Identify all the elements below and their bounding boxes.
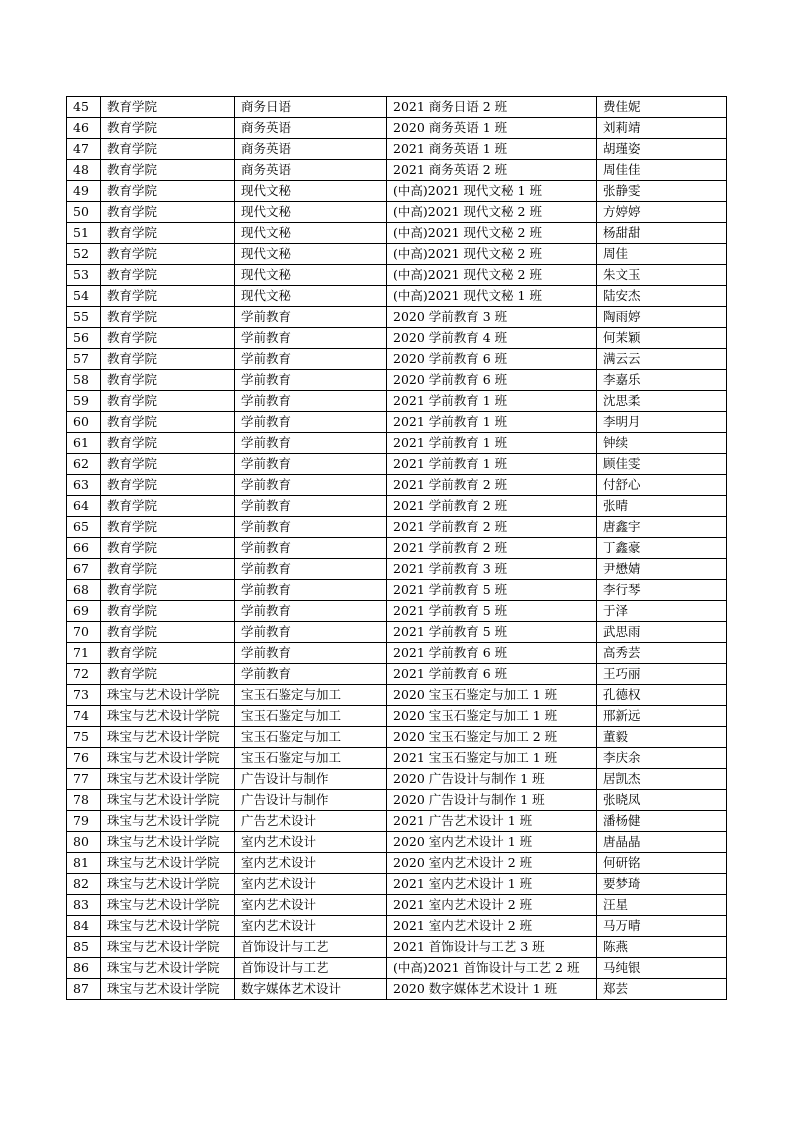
table-row xyxy=(67,706,727,727)
cell-name: 郑芸 xyxy=(597,979,727,1000)
table-row xyxy=(67,601,727,622)
cell-number: 62 xyxy=(67,454,101,475)
cell-class: (中高)2021 现代文秘 1 班 xyxy=(387,286,597,307)
cell-college: 珠宝与艺术设计学院 xyxy=(101,706,235,727)
cell-major: 广告设计与制作 xyxy=(235,790,387,811)
cell-class: 2021 学前教育 1 班 xyxy=(387,412,597,433)
cell-name: 李庆余 xyxy=(597,748,727,769)
table-row xyxy=(67,370,727,391)
cell-number: 54 xyxy=(67,286,101,307)
cell-major: 学前教育 xyxy=(235,328,387,349)
cell-number: 74 xyxy=(67,706,101,727)
cell-college: 珠宝与艺术设计学院 xyxy=(101,979,235,1000)
cell-name: 张静雯 xyxy=(597,181,727,202)
cell-name: 李行琴 xyxy=(597,580,727,601)
table-row xyxy=(67,916,727,937)
table-row xyxy=(67,223,727,244)
cell-class: 2021 学前教育 5 班 xyxy=(387,601,597,622)
cell-major: 学前教育 xyxy=(235,664,387,685)
cell-major: 学前教育 xyxy=(235,391,387,412)
cell-name: 陈燕 xyxy=(597,937,727,958)
cell-number: 77 xyxy=(67,769,101,790)
cell-college: 珠宝与艺术设计学院 xyxy=(101,874,235,895)
cell-number: 79 xyxy=(67,811,101,832)
cell-name: 刘莉靖 xyxy=(597,118,727,139)
cell-name: 李明月 xyxy=(597,412,727,433)
cell-name: 沈思柔 xyxy=(597,391,727,412)
cell-college: 珠宝与艺术设计学院 xyxy=(101,916,235,937)
cell-number: 68 xyxy=(67,580,101,601)
cell-college: 教育学院 xyxy=(101,349,235,370)
cell-number: 67 xyxy=(67,559,101,580)
table-row xyxy=(67,391,727,412)
cell-college: 教育学院 xyxy=(101,538,235,559)
cell-number: 70 xyxy=(67,622,101,643)
cell-name: 马万晴 xyxy=(597,916,727,937)
cell-college: 教育学院 xyxy=(101,664,235,685)
cell-number: 60 xyxy=(67,412,101,433)
cell-class: 2020 广告设计与制作 1 班 xyxy=(387,790,597,811)
cell-number: 82 xyxy=(67,874,101,895)
cell-major: 广告设计与制作 xyxy=(235,769,387,790)
cell-major: 首饰设计与工艺 xyxy=(235,937,387,958)
table-row xyxy=(67,517,727,538)
cell-major: 现代文秘 xyxy=(235,244,387,265)
cell-number: 48 xyxy=(67,160,101,181)
cell-name: 唐鑫宇 xyxy=(597,517,727,538)
cell-name: 何茉颖 xyxy=(597,328,727,349)
cell-class: 2021 学前教育 2 班 xyxy=(387,496,597,517)
cell-college: 珠宝与艺术设计学院 xyxy=(101,748,235,769)
table-row xyxy=(67,433,727,454)
cell-name: 满云云 xyxy=(597,349,727,370)
table-row xyxy=(67,328,727,349)
cell-number: 76 xyxy=(67,748,101,769)
cell-college: 教育学院 xyxy=(101,496,235,517)
cell-college: 教育学院 xyxy=(101,244,235,265)
cell-class: (中高)2021 现代文秘 1 班 xyxy=(387,181,597,202)
table-row xyxy=(67,181,727,202)
cell-name: 邢新远 xyxy=(597,706,727,727)
cell-major: 商务英语 xyxy=(235,160,387,181)
cell-major: 室内艺术设计 xyxy=(235,853,387,874)
cell-number: 52 xyxy=(67,244,101,265)
cell-major: 学前教育 xyxy=(235,601,387,622)
cell-college: 珠宝与艺术设计学院 xyxy=(101,853,235,874)
cell-college: 教育学院 xyxy=(101,118,235,139)
cell-class: 2021 广告艺术设计 1 班 xyxy=(387,811,597,832)
cell-number: 80 xyxy=(67,832,101,853)
cell-major: 宝玉石鉴定与加工 xyxy=(235,748,387,769)
cell-number: 72 xyxy=(67,664,101,685)
cell-major: 学前教育 xyxy=(235,370,387,391)
table-row xyxy=(67,874,727,895)
cell-number: 63 xyxy=(67,475,101,496)
cell-major: 室内艺术设计 xyxy=(235,916,387,937)
cell-major: 现代文秘 xyxy=(235,286,387,307)
cell-major: 学前教育 xyxy=(235,622,387,643)
cell-college: 教育学院 xyxy=(101,328,235,349)
cell-college: 教育学院 xyxy=(101,601,235,622)
table-row xyxy=(67,202,727,223)
cell-number: 69 xyxy=(67,601,101,622)
cell-college: 教育学院 xyxy=(101,370,235,391)
cell-class: 2021 商务英语 2 班 xyxy=(387,160,597,181)
cell-major: 现代文秘 xyxy=(235,223,387,244)
cell-college: 教育学院 xyxy=(101,265,235,286)
cell-name: 马纯银 xyxy=(597,958,727,979)
cell-class: 2020 学前教育 4 班 xyxy=(387,328,597,349)
cell-name: 潘杨健 xyxy=(597,811,727,832)
cell-name: 居凯杰 xyxy=(597,769,727,790)
table-row xyxy=(67,580,727,601)
cell-major: 学前教育 xyxy=(235,412,387,433)
cell-class: 2020 学前教育 3 班 xyxy=(387,307,597,328)
cell-class: 2021 室内艺术设计 2 班 xyxy=(387,916,597,937)
table-row xyxy=(67,265,727,286)
table-row xyxy=(67,643,727,664)
cell-number: 81 xyxy=(67,853,101,874)
cell-college: 珠宝与艺术设计学院 xyxy=(101,790,235,811)
cell-major: 室内艺术设计 xyxy=(235,874,387,895)
cell-name: 于泽 xyxy=(597,601,727,622)
cell-name: 王巧丽 xyxy=(597,664,727,685)
cell-class: 2021 室内艺术设计 2 班 xyxy=(387,895,597,916)
cell-major: 广告艺术设计 xyxy=(235,811,387,832)
cell-major: 学前教育 xyxy=(235,496,387,517)
cell-major: 学前教育 xyxy=(235,475,387,496)
cell-name: 李嘉乐 xyxy=(597,370,727,391)
cell-major: 学前教育 xyxy=(235,643,387,664)
cell-major: 商务日语 xyxy=(235,97,387,118)
table-row xyxy=(67,748,727,769)
cell-class: 2021 宝玉石鉴定与加工 1 班 xyxy=(387,748,597,769)
cell-class: 2020 数字媒体艺术设计 1 班 xyxy=(387,979,597,1000)
cell-college: 珠宝与艺术设计学院 xyxy=(101,832,235,853)
cell-college: 教育学院 xyxy=(101,97,235,118)
cell-college: 教育学院 xyxy=(101,223,235,244)
table-row xyxy=(67,958,727,979)
table-row xyxy=(67,979,727,1000)
cell-major: 学前教育 xyxy=(235,349,387,370)
table-row xyxy=(67,769,727,790)
cell-major: 数字媒体艺术设计 xyxy=(235,979,387,1000)
cell-major: 学前教育 xyxy=(235,538,387,559)
cell-number: 61 xyxy=(67,433,101,454)
cell-class: 2021 商务日语 2 班 xyxy=(387,97,597,118)
cell-name: 何研铭 xyxy=(597,853,727,874)
cell-class: 2020 宝玉石鉴定与加工 1 班 xyxy=(387,685,597,706)
table-row xyxy=(67,685,727,706)
cell-class: 2020 学前教育 6 班 xyxy=(387,370,597,391)
cell-college: 教育学院 xyxy=(101,391,235,412)
table-row xyxy=(67,454,727,475)
table-row xyxy=(67,811,727,832)
cell-major: 学前教育 xyxy=(235,307,387,328)
table-row xyxy=(67,160,727,181)
cell-college: 教育学院 xyxy=(101,517,235,538)
cell-major: 现代文秘 xyxy=(235,265,387,286)
cell-name: 丁鑫豪 xyxy=(597,538,727,559)
cell-number: 51 xyxy=(67,223,101,244)
table-row xyxy=(67,139,727,160)
roster-table xyxy=(66,96,727,1000)
cell-class: (中高)2021 现代文秘 2 班 xyxy=(387,244,597,265)
cell-name: 张晴 xyxy=(597,496,727,517)
cell-major: 商务英语 xyxy=(235,118,387,139)
cell-name: 朱文玉 xyxy=(597,265,727,286)
cell-college: 教育学院 xyxy=(101,643,235,664)
cell-major: 学前教育 xyxy=(235,580,387,601)
cell-number: 50 xyxy=(67,202,101,223)
cell-college: 珠宝与艺术设计学院 xyxy=(101,769,235,790)
roster-body xyxy=(67,97,727,1000)
table-row xyxy=(67,853,727,874)
cell-number: 57 xyxy=(67,349,101,370)
cell-number: 53 xyxy=(67,265,101,286)
cell-class: 2021 学前教育 2 班 xyxy=(387,475,597,496)
table-row xyxy=(67,349,727,370)
table-row xyxy=(67,937,727,958)
cell-major: 学前教育 xyxy=(235,433,387,454)
cell-class: 2021 学前教育 3 班 xyxy=(387,559,597,580)
cell-number: 56 xyxy=(67,328,101,349)
cell-name: 费佳妮 xyxy=(597,97,727,118)
cell-major: 现代文秘 xyxy=(235,181,387,202)
cell-college: 珠宝与艺术设计学院 xyxy=(101,937,235,958)
roster-sheet xyxy=(66,96,726,1000)
cell-number: 58 xyxy=(67,370,101,391)
cell-name: 钟续 xyxy=(597,433,727,454)
cell-college: 珠宝与艺术设计学院 xyxy=(101,685,235,706)
cell-name: 方婷婷 xyxy=(597,202,727,223)
cell-class: (中高)2021 现代文秘 2 班 xyxy=(387,265,597,286)
cell-class: 2021 学前教育 6 班 xyxy=(387,643,597,664)
cell-name: 付舒心 xyxy=(597,475,727,496)
cell-number: 87 xyxy=(67,979,101,1000)
cell-number: 73 xyxy=(67,685,101,706)
table-row xyxy=(67,307,727,328)
table-row xyxy=(67,727,727,748)
cell-number: 46 xyxy=(67,118,101,139)
cell-college: 教育学院 xyxy=(101,580,235,601)
cell-number: 78 xyxy=(67,790,101,811)
cell-college: 教育学院 xyxy=(101,181,235,202)
cell-major: 宝玉石鉴定与加工 xyxy=(235,706,387,727)
cell-name: 周佳 xyxy=(597,244,727,265)
cell-number: 49 xyxy=(67,181,101,202)
cell-major: 商务英语 xyxy=(235,139,387,160)
table-row xyxy=(67,664,727,685)
cell-class: 2021 学前教育 1 班 xyxy=(387,433,597,454)
cell-number: 66 xyxy=(67,538,101,559)
table-row xyxy=(67,118,727,139)
cell-class: 2020 室内艺术设计 1 班 xyxy=(387,832,597,853)
cell-name: 孔德权 xyxy=(597,685,727,706)
cell-class: 2021 学前教育 6 班 xyxy=(387,664,597,685)
cell-major: 学前教育 xyxy=(235,559,387,580)
cell-number: 59 xyxy=(67,391,101,412)
cell-college: 教育学院 xyxy=(101,412,235,433)
cell-number: 71 xyxy=(67,643,101,664)
cell-class: 2020 广告设计与制作 1 班 xyxy=(387,769,597,790)
table-row xyxy=(67,496,727,517)
cell-name: 胡瑾姿 xyxy=(597,139,727,160)
cell-class: 2020 室内艺术设计 2 班 xyxy=(387,853,597,874)
cell-number: 86 xyxy=(67,958,101,979)
cell-number: 55 xyxy=(67,307,101,328)
cell-name: 唐晶晶 xyxy=(597,832,727,853)
cell-name: 董毅 xyxy=(597,727,727,748)
cell-class: 2021 室内艺术设计 1 班 xyxy=(387,874,597,895)
cell-college: 珠宝与艺术设计学院 xyxy=(101,958,235,979)
cell-major: 室内艺术设计 xyxy=(235,832,387,853)
cell-major: 学前教育 xyxy=(235,454,387,475)
cell-class: 2020 宝玉石鉴定与加工 1 班 xyxy=(387,706,597,727)
cell-class: 2021 学前教育 1 班 xyxy=(387,391,597,412)
cell-name: 顾佳雯 xyxy=(597,454,727,475)
cell-name: 要梦琦 xyxy=(597,874,727,895)
table-row xyxy=(67,97,727,118)
cell-college: 教育学院 xyxy=(101,622,235,643)
table-row xyxy=(67,559,727,580)
cell-major: 室内艺术设计 xyxy=(235,895,387,916)
cell-college: 教育学院 xyxy=(101,286,235,307)
cell-class: 2021 学前教育 5 班 xyxy=(387,580,597,601)
cell-number: 84 xyxy=(67,916,101,937)
cell-college: 珠宝与艺术设计学院 xyxy=(101,811,235,832)
cell-college: 教育学院 xyxy=(101,559,235,580)
cell-college: 珠宝与艺术设计学院 xyxy=(101,727,235,748)
cell-number: 83 xyxy=(67,895,101,916)
table-row xyxy=(67,412,727,433)
cell-number: 64 xyxy=(67,496,101,517)
cell-college: 教育学院 xyxy=(101,433,235,454)
cell-name: 武思雨 xyxy=(597,622,727,643)
cell-class: (中高)2021 现代文秘 2 班 xyxy=(387,223,597,244)
cell-class: 2020 宝玉石鉴定与加工 2 班 xyxy=(387,727,597,748)
cell-class: 2020 商务英语 1 班 xyxy=(387,118,597,139)
cell-name: 周佳佳 xyxy=(597,160,727,181)
cell-class: (中高)2021 现代文秘 2 班 xyxy=(387,202,597,223)
table-row xyxy=(67,538,727,559)
cell-major: 宝玉石鉴定与加工 xyxy=(235,685,387,706)
table-row xyxy=(67,895,727,916)
cell-major: 首饰设计与工艺 xyxy=(235,958,387,979)
cell-class: 2021 学前教育 5 班 xyxy=(387,622,597,643)
cell-class: 2021 商务英语 1 班 xyxy=(387,139,597,160)
table-row xyxy=(67,475,727,496)
cell-name: 尹懋婧 xyxy=(597,559,727,580)
cell-name: 杨甜甜 xyxy=(597,223,727,244)
table-row xyxy=(67,244,727,265)
cell-class: 2021 学前教育 2 班 xyxy=(387,538,597,559)
cell-class: 2021 学前教育 2 班 xyxy=(387,517,597,538)
cell-number: 65 xyxy=(67,517,101,538)
cell-number: 75 xyxy=(67,727,101,748)
cell-major: 宝玉石鉴定与加工 xyxy=(235,727,387,748)
cell-class: 2021 学前教育 1 班 xyxy=(387,454,597,475)
table-row xyxy=(67,790,727,811)
cell-name: 汪星 xyxy=(597,895,727,916)
cell-class: 2021 首饰设计与工艺 3 班 xyxy=(387,937,597,958)
cell-college: 教育学院 xyxy=(101,307,235,328)
table-row xyxy=(67,286,727,307)
cell-major: 现代文秘 xyxy=(235,202,387,223)
cell-number: 45 xyxy=(67,97,101,118)
cell-number: 85 xyxy=(67,937,101,958)
table-row xyxy=(67,832,727,853)
cell-college: 教育学院 xyxy=(101,454,235,475)
cell-class: (中高)2021 首饰设计与工艺 2 班 xyxy=(387,958,597,979)
cell-college: 教育学院 xyxy=(101,475,235,496)
table-row xyxy=(67,622,727,643)
cell-name: 陆安杰 xyxy=(597,286,727,307)
cell-name: 张晓凤 xyxy=(597,790,727,811)
cell-major: 学前教育 xyxy=(235,517,387,538)
cell-college: 教育学院 xyxy=(101,202,235,223)
cell-college: 教育学院 xyxy=(101,139,235,160)
cell-class: 2020 学前教育 6 班 xyxy=(387,349,597,370)
cell-name: 陶雨婷 xyxy=(597,307,727,328)
cell-number: 47 xyxy=(67,139,101,160)
cell-name: 高秀芸 xyxy=(597,643,727,664)
cell-college: 教育学院 xyxy=(101,160,235,181)
cell-college: 珠宝与艺术设计学院 xyxy=(101,895,235,916)
